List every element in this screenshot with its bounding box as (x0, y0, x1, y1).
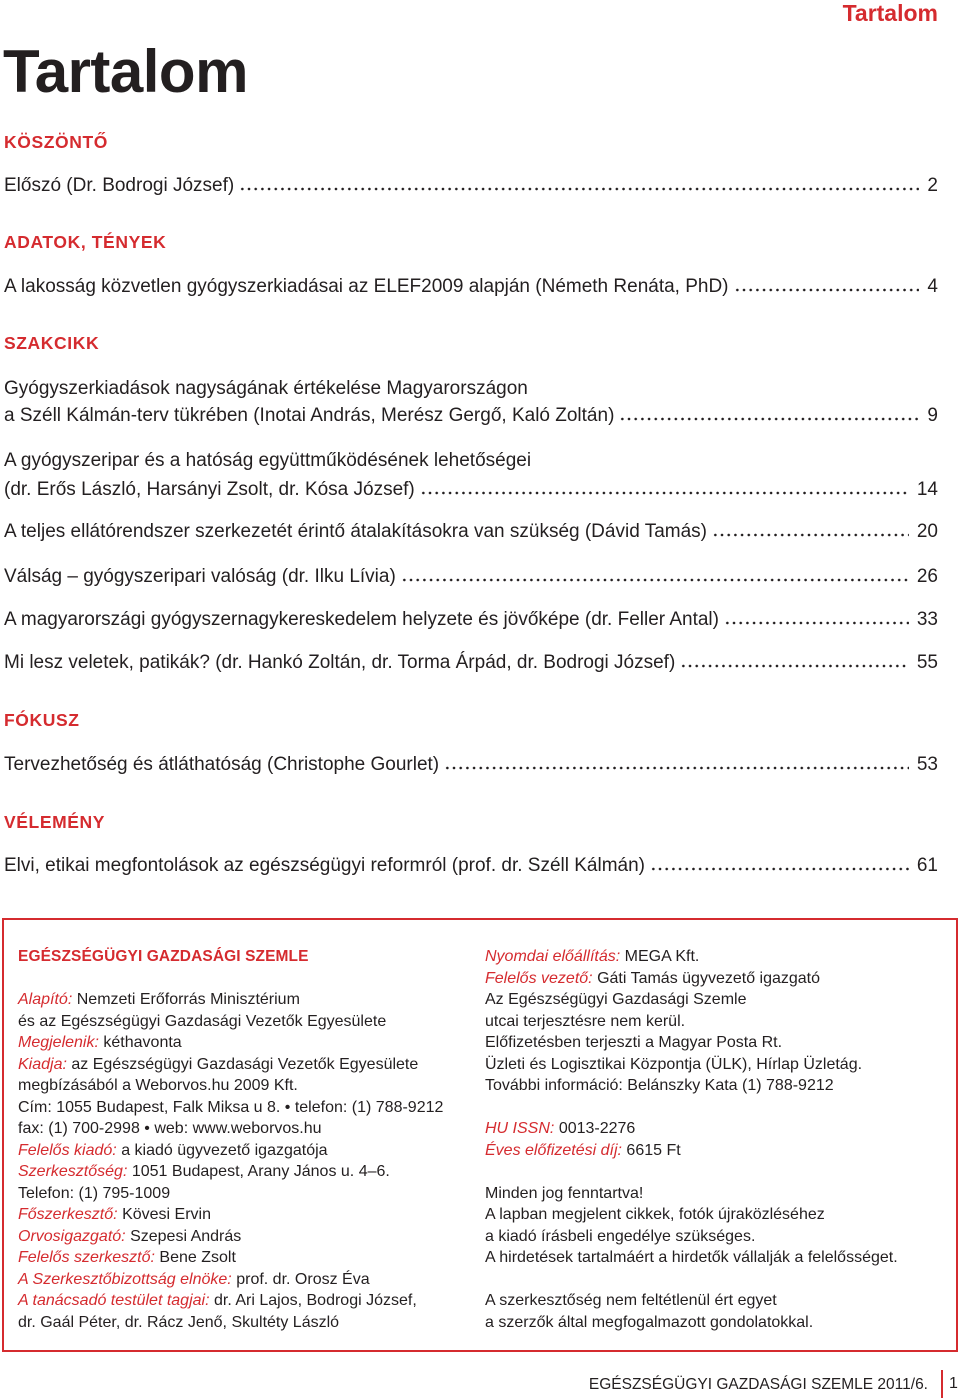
dot-leader (401, 578, 909, 582)
section-heading-adatok-tenyek: ADATOK, TÉNYEK (4, 232, 167, 252)
blank-line (485, 1161, 945, 1183)
toc-entry-eloszo (4, 173, 938, 199)
colophon-opinion-disclaimer-2 (485, 1312, 945, 1334)
field-label: Alapító: (18, 991, 73, 1008)
toc-entry-tervezhetoseg (4, 752, 938, 778)
field-value: Szepesi András (130, 1227, 242, 1245)
colophon-printing-manager (485, 968, 945, 990)
dot-leader (680, 664, 909, 668)
toc-entry-gyogyszeripar-hatosag (4, 446, 938, 504)
colophon-issn (485, 1118, 945, 1140)
field-value: A hirdetések tartalmáért a hirdetők vállalják a felelősséget. (485, 1249, 898, 1266)
field-value: A lapban megjelent cikkek, fotók újraközléséhez (485, 1206, 825, 1223)
entry-title: Válság – gyógyszeripari valóság (dr. Ilku Lívia) (4, 566, 396, 587)
entry-title-line-1: A gyógyszeripar és a hatóság együttműködésének lehetőségei (4, 450, 532, 471)
field-value: Kövesi Ervin (122, 1206, 211, 1223)
colophon-rights-2 (485, 1204, 945, 1226)
colophon-distribution-2 (485, 1011, 945, 1033)
page-number: 20 (916, 521, 938, 542)
field-value: Előfizetésben terjeszti a Magyar Posta Rt. (485, 1034, 783, 1051)
field-value: Minden jog fenntartva! (485, 1184, 644, 1202)
field-value: A szerkesztőség nem feltétlenül ért egyet (485, 1292, 777, 1309)
colophon-opinion-disclaimer-1 (485, 1290, 945, 1312)
field-label: Szerkesztőség: (18, 1163, 128, 1180)
running-header: Tartalom (842, 0, 938, 26)
field-value: dr. Gaál Péter, dr. Rácz Jenő, Skultéty László (18, 1313, 340, 1331)
section-heading-koszonto: KÖSZÖNTŐ (4, 132, 108, 152)
colophon-address (18, 1097, 478, 1119)
dot-leader (712, 533, 909, 537)
colophon-frequency (18, 1032, 478, 1054)
colophon-distribution-1 (485, 989, 945, 1011)
field-value: a szerzők által megfogalmazott gondolatokkal. (485, 1313, 814, 1331)
page-number: 26 (916, 566, 938, 587)
field-value: További információ: Belánszky Kata (1) 788-9212 (485, 1077, 834, 1094)
blank-line (18, 968, 478, 990)
page-number: 33 (916, 609, 938, 630)
page-number: 2 (927, 175, 938, 196)
field-value: Gáti Tamás ügyvezető igazgató (597, 969, 821, 987)
toc-entry-ellatorendszer (4, 519, 938, 545)
field-label: A Szerkesztőbizottság elnöke: (18, 1270, 232, 1288)
field-value: kéthavonta (103, 1034, 182, 1051)
colophon-editorial-office (18, 1161, 478, 1183)
field-value: 6615 Ft (626, 1141, 681, 1159)
field-value: Telefon: (1) 795-1009 (18, 1184, 171, 1202)
footer-page-number: 1 (949, 1375, 958, 1392)
colophon-more-info (485, 1075, 945, 1097)
colophon-subscription-fee (485, 1140, 945, 1162)
page-number: 53 (916, 754, 938, 775)
field-label: Megjelenik: (18, 1034, 99, 1051)
colophon-board-chair (18, 1269, 478, 1291)
field-label: Nyomdai előállítás: (485, 948, 621, 965)
page-number: 9 (927, 405, 938, 426)
blank-line (485, 1097, 945, 1119)
dot-leader (444, 766, 909, 770)
colophon-rights-3 (485, 1226, 945, 1248)
colophon-responsible-editor (18, 1247, 478, 1269)
colophon-fax-web (18, 1118, 478, 1140)
field-label: Főszerkesztő: (18, 1206, 118, 1223)
field-value: prof. dr. Orosz Éva (236, 1270, 370, 1288)
dot-leader (724, 621, 909, 625)
field-value: Bene Zsolt (159, 1249, 236, 1266)
dot-leader (734, 288, 920, 292)
dot-leader (239, 187, 919, 191)
page-number: 4 (927, 276, 938, 297)
field-value: az Egészségügyi Gazdasági Vezetők Egyesülete (71, 1055, 419, 1073)
section-heading-fokusz: FÓKUSZ (4, 710, 80, 730)
field-label: Éves előfizetési díj: (485, 1141, 622, 1159)
colophon-founder (18, 989, 478, 1011)
colophon-founder-cont (18, 1011, 478, 1033)
field-value: MEGA Kft. (624, 948, 700, 965)
dot-leader (619, 417, 919, 421)
toc-entry-gyogyszerkiadasok (4, 375, 938, 429)
entry-title: Tervezhetőség és átláthatóság (Christophe Gourlet) (4, 754, 440, 775)
field-label: Kiadja: (18, 1055, 67, 1073)
page-number: 55 (916, 652, 938, 673)
colophon-ads-disclaimer (485, 1247, 945, 1269)
field-value: Az Egészségügyi Gazdasági Szemle (485, 991, 747, 1008)
entry-title-line-2: (dr. Erős László, Harsányi Zsolt, dr. Kósa József) (4, 479, 415, 500)
colophon-publisher-cont (18, 1075, 478, 1097)
field-value: 1051 Budapest, Arany János u. 4–6. (131, 1163, 390, 1180)
colophon-right-column (485, 946, 945, 1333)
entry-title: Mi lesz veletek, patikák? (dr. Hankó Zoltán, dr. Torma Árpád, dr. Bodrogi József) (4, 652, 676, 673)
colophon-printing (485, 946, 945, 968)
field-label: Felelős kiadó: (18, 1141, 117, 1159)
entry-title: Elvi, etikai megfontolások az egészségügyi reformról (prof. dr. Széll Kálmán) (4, 855, 645, 876)
colophon-responsible-publisher (18, 1140, 478, 1162)
toc-entry-elvi-etikai (4, 853, 938, 879)
colophon-editor-in-chief (18, 1204, 478, 1226)
blank-line (485, 1269, 945, 1291)
field-label: Orvosigazgató: (18, 1227, 126, 1245)
colophon-distribution-4 (485, 1054, 945, 1076)
entry-title-line-2: a Széll Kálmán-terv tükrében (Inotai András, Merész Gergő, Kaló Zoltán) (4, 405, 615, 426)
toc-entry-valsag (4, 564, 938, 590)
section-heading-szakcikk: SZAKCIKK (4, 333, 100, 353)
colophon-title: EGÉSZSÉGÜGYI GAZDASÁGI SZEMLE (18, 948, 309, 965)
field-label: Felelős vezető: (485, 969, 593, 987)
page-number: 14 (916, 479, 938, 500)
colophon-phone (18, 1183, 478, 1205)
colophon-publisher (18, 1054, 478, 1076)
field-value: utcai terjesztésre nem kerül. (485, 1012, 686, 1030)
field-value: a kiadó ügyvezető igazgatója (121, 1141, 328, 1159)
field-value: megbízásából a Weborvos.hu 2009 Kft. (18, 1077, 298, 1094)
footer-publication: EGÉSZSÉGÜGYI GAZDASÁGI SZEMLE 2011/6. (588, 1376, 928, 1393)
field-label: Felelős szerkesztő: (18, 1249, 155, 1266)
field-value: és az Egészségügyi Gazdasági Vezetők Egyesülete (18, 1012, 387, 1030)
field-value: dr. Ari Lajos, Bodrogi József, (214, 1292, 417, 1309)
field-value: Cím: 1055 Budapest, Falk Miksa u 8. • telefon: (1) 788-9212 (18, 1098, 444, 1116)
field-value: a kiadó írásbeli engedélye szükséges. (485, 1227, 756, 1245)
field-value: fax: (1) 700-2998 • web: www.weborvos.hu (18, 1120, 322, 1137)
dot-leader (420, 491, 909, 495)
entry-title: A magyarországi gyógyszernagykereskedelem helyzete és jövőképe (dr. Feller Antal) (4, 609, 719, 630)
field-label: A tanácsadó testület tagjai: (18, 1292, 210, 1309)
footer-divider (941, 1370, 943, 1398)
colophon-rights-1 (485, 1183, 945, 1205)
entry-title: A teljes ellátórendszer szerkezetét érintő átalakításokra van szükség (Dávid Tamás) (4, 521, 707, 542)
toc-entry-patikak (4, 650, 938, 676)
field-value: Üzleti és Logisztikai Központja (ÜLK), Hírlap Üzletág. (485, 1055, 863, 1073)
toc-entry-lakossag (4, 274, 938, 300)
field-value: 0013-2276 (558, 1120, 636, 1137)
page-title: Tartalom (3, 38, 248, 105)
toc-entry-nagykereskedelem (4, 607, 938, 633)
colophon-advisory-board (18, 1290, 478, 1312)
page-number: 61 (916, 855, 938, 876)
entry-title-line-1: Gyógyszerkiadások nagyságának értékelése Magyarországon (4, 378, 528, 399)
colophon-distribution-3 (485, 1032, 945, 1054)
entry-title: A lakosság közvetlen gyógyszerkiadásai az ELEF2009 alapján (Németh Renáta, PhD) (4, 276, 729, 297)
entry-title: Előszó (Dr. Bodrogi József) (4, 175, 235, 196)
colophon-medical-director (18, 1226, 478, 1248)
colophon-left-column (18, 946, 478, 1333)
field-label: HU ISSN: (485, 1120, 555, 1137)
section-heading-velemeny: VÉLEMÉNY (4, 812, 106, 832)
dot-leader (650, 867, 909, 871)
field-value: Nemzeti Erőforrás Minisztérium (76, 991, 300, 1008)
colophon-advisory-board-cont (18, 1312, 478, 1334)
